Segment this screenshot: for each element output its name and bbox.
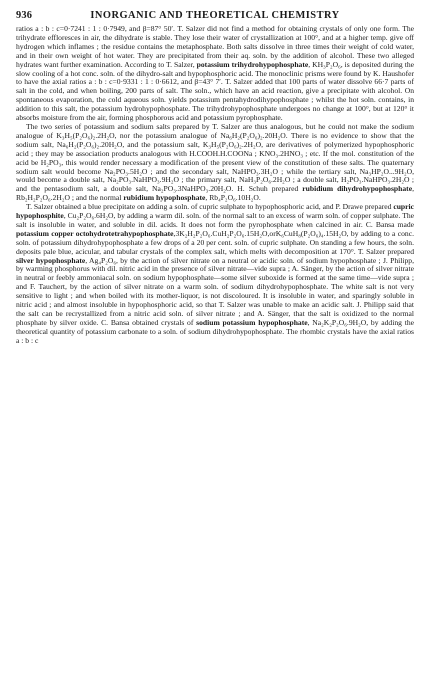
text-run: , Cu₂P₂O₆.6H₂O, by adding a warm dil. soln. of the normal salt to an excess of warm soln. of copper sulphate. The salt is insoluble in water, and soluble in dil. acids. It does not form the pyrophosphate when calcined in air. C. Bansa made — [16, 211, 414, 229]
text-run: , Rb₂H₂P₂O₆.2H₂O ; and the normal — [16, 184, 414, 203]
bold-term: rubidium dihydrohypophosphate — [302, 184, 413, 194]
bold-term: potassium copper octohydrotetrahypophosphate — [16, 228, 174, 238]
bold-term: silver hypophosphate — [16, 255, 86, 265]
running-title: INORGANIC AND THEORETICAL CHEMISTRY — [90, 10, 340, 21]
text-run: , KH₃P₂O₆, is deposited during the slow cooling of a hot conc. soln. of the dihydro-salt and hypophosphoric acid. The monoclinic prisms were found by K. Haushofer to have the axial ratios a : b : c=0·9331 : 1 : 0·6612, and β=43° 7′. T. Salzer added that 100 parts of water dissolve 66·7 parts of salt in the cold, and when boiling, 200 parts of salt. The soln., which have an acid reaction, give a precipitate with alcohol. On spontaneous evaporation, the cold aqueous soln. yields potassium pentahydrodihypophosphate ; whilst the hot soln. contains, in addition to this salt, the potassium hydrohypophosphate. The trihydrohypophosphate undergoes no change at 100°, but at 120° it absorbs moisture from the air, forming phosphorous acid and potassium pyrophosphate. — [16, 59, 414, 123]
bold-term: cupric hypophosphite — [16, 202, 414, 221]
text-run: T. Salzer obtained a blue precipitate on adding a soln. of cupric sulphate to hypophosphoric acid, and P. Drawe prepared — [26, 202, 394, 212]
text-run: ,3K₂H₂P₂O₆.CuH₂P₂O₆.15H₂O,orK₆CuH₈(P₂O₆)₄.15H₂O, by adding to a conc. soln. of potassium dihydrohypophosphate a few drops of a 20 per cent. soln. of cupric sulphate. On standing a few hours, the soln. deposits pale blue, acicular, and tabular crystals of the complex salt, which melts with decomposition at 170°. T. Salzer prepared — [16, 228, 414, 256]
text-run: ratios a : b : c=0·7241 : 1 : 0·7949, and β=87° 50′. T. Salzer did not find a method for obtaining crystals of only one form. The trihydrate effloresces in air, the dihydrate is stable. They lose their water of crystallization at 100°, and at a higher temp. give off hydrogen which inflames ; the residue contains the metaphosphate. Both salts dissolve in three times their weight of cold water, and in their own weight of hot water. They are precipitated from their aq. soln. by the addition of alcohol. These two alleged hydrates want further examination. According to T. Salzer, — [16, 24, 414, 69]
bold-term: potassium trihydrohypophosphate — [196, 59, 309, 69]
paragraph — [16, 203, 414, 346]
page-number: 936 — [16, 10, 33, 21]
paragraph — [16, 25, 414, 123]
bold-term: sodium potassium hypophosphate — [196, 317, 308, 327]
text-run: The two series of potassium and sodium salts prepared by T. Salzer are thus analogous, but he could not make the sodium analogue of K₃H₅(P₂O₆)₂.2H₂O, nor the potassium analogue of Na₆H₂(P₂O₆)₂.20H₂O. There is no evidence to show that the sodium salt, Na₆H₂(P₂O₆)₂.20H₂O, and the potassium salt, K₃H₅(P₂O₆)₂.2H₂O, are derivatives of polymerized hypophosphoric acid ; they may be association products analogous with H.COOH.H.COONa ; KNO₃.2HNO₃ ; etc. If the mol. constitution of the acid be H₂PO₃, this would render necessary a modification of the present view of the constitution of these salts. The quaternary sodium salt would become Na₂PO₃.5H₂O ; and the secondary salt, NaHPO₃.3H₂O ; while the tertiary salt, Na₃HP₂O...9H₂O, would become a double salt, Na₂PO₃.NaHPO₃.9H₂O ; the primary salt, NaH₃P₂O₆.2H₂O ; a double salt, H₂PO₃.NaHPO₃.2H₂O ; and the pentasodium salt, a double salt, Na₂PO₃.3NaHPO₃.20H₂O. H. Schuh prepared — [16, 121, 414, 194]
running-header — [16, 10, 414, 24]
text-run: , Ag₄P₂O₆, by the action of silver nitrate on a neutral or acidic soln. of sodium hypophosphate ; J. Philipp, by warming phosphorus with dil. nitric acid in the presence of silver nitrate—vide supra ; A. Sänger, by the action of silver nitrate in neutral or feebly ammoniacal soln. on sodium hypophosphate—some silver suboxide is formed at the same time—vide supra ; and F. Tauchert, by the action of silver nitrate on a warm soln. of sodium dihydrohypophosphate. The white salt is not very sensitive to light ; and when boiled with its mother-liquor, is not discoloured. It is insoluble in water, and sparingly soluble in nitric acid ; and almost insoluble in hypophosphoric acid, so that T. Salzer was unable to make an acidic salt. J. Philipp said that the salt can be recrystallized from a nitric acid soln. of silver nitrate ; and A. Sänger, that the salt is oxidized to the normal phosphate by silver oxide. C. Bansa obtained crystals of — [16, 255, 414, 327]
bold-term: rubidium hypophosphate — [123, 193, 206, 203]
text-run: , Na₂K₂P₂O₆.9H₂O, by adding the theoretical quantity of potassium carbonate to a soln. of sodium dihydrohypophosphate. The rhombic crystals have the axial ratios a : b : c — [16, 317, 414, 345]
paragraph — [16, 123, 414, 203]
body-text — [16, 25, 414, 346]
text-run: , Rb₄P₂O₆.10H₂O. — [205, 193, 261, 203]
